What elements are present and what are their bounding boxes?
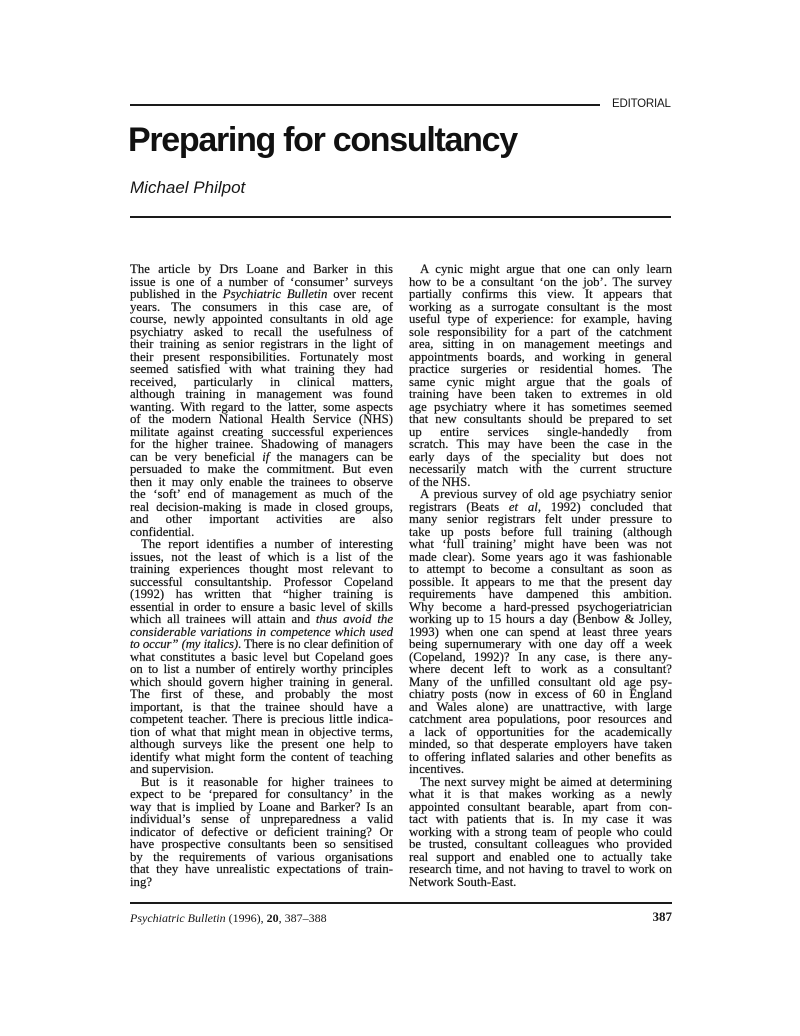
text-line: A cynic might argue that one can only learn (420, 262, 672, 276)
text-line: individual’s sense of unpreparedness a valid (130, 812, 393, 826)
text-line: to attempt to become a consultant as soon as (409, 562, 672, 576)
author-name: Michael Philpot (130, 178, 246, 197)
text-line: Why become a hard-pressed psychogeriatrician (409, 599, 672, 614)
text-line: seemed satisfied with what training they had (130, 362, 393, 376)
text-line: a lack of opportunities for the academically (409, 724, 672, 739)
text-line: that they have unrealistic expectations of train- (130, 862, 393, 876)
text-line: take up posts before full training (although (409, 524, 672, 539)
text-line: age psychiatry where it has sometimes seemed (409, 399, 672, 414)
text-line: practice surgeries or residential homes. The (409, 362, 672, 376)
text-line: where decent left to work as a consultant? (409, 662, 672, 676)
text-line: working as a surrogate consultant is the most (409, 299, 672, 314)
text-line: important, is that the trainee should have a (130, 699, 393, 714)
text-line: then it may only enable the trainees to observe (130, 474, 393, 489)
text-line: wanting. With regard to the latter, some aspects (130, 399, 393, 414)
text-line (130, 638, 393, 651)
text-line: chiatry posts (now in excess of 60 in England (409, 687, 672, 701)
text-line: issue is one of a number of ‘consumer’ surveys (130, 274, 393, 289)
text-line: ing? (130, 874, 153, 889)
text-line: Network South-East. (409, 874, 517, 889)
text-run: the managers can be (269, 449, 393, 464)
text-line: appointments boards, and working in general (409, 349, 672, 364)
text-line: how to be a consultant ‘on the job’. The survey (409, 274, 672, 289)
text-line: essential in order to ensure a basic level of skills (130, 599, 393, 614)
text-line: being supernumerary with one day off a week (409, 637, 672, 651)
italic-run: Psychiatric Bulletin (222, 287, 328, 301)
text-line: their present responsibilities. Fortunately most (130, 349, 393, 364)
text-line: useful type of experience: for example, having (409, 312, 672, 326)
text-line: issues, not the least of which is a list of the (130, 549, 393, 564)
text-line: of the NHS. (409, 474, 471, 489)
text-line: be trusted, consultant colleagues who provided (409, 837, 672, 851)
text-line: for the higher trainee. Shadowing of managers (130, 437, 393, 451)
text-line (130, 288, 393, 301)
text-line: received, particularly in clinical matters, (130, 374, 393, 389)
text-run: which all trainees will attain and (130, 612, 316, 626)
text-line: of the modern National Health Service (NHS) (130, 412, 393, 426)
text-line: requirements have dampened this ambition. (409, 587, 672, 601)
text-run: , 1992) concluded that (537, 499, 672, 514)
footer-rule (130, 902, 672, 904)
section-label: EDITORIAL (612, 98, 671, 110)
text-line: working with a strong team of people who could (409, 824, 672, 839)
text-line: tact with patients that is. In my case it was (409, 812, 672, 826)
text-line: what it is that makes working as a newly (409, 787, 672, 801)
text-line: catchment area populations, poor resources and (409, 712, 672, 726)
text-line: A previous survey of old age psychiatry senior (420, 487, 672, 501)
text-line: years. The consumers in this case are, of (130, 299, 393, 314)
text-line: have prospective consultants been so sensitised (130, 837, 393, 851)
text-line: and supervision. (130, 762, 214, 776)
text-line: scratch. This may have been the case in the (409, 437, 672, 451)
text-run: over recent (327, 287, 393, 301)
text-run: published in the (130, 287, 223, 301)
text-line: what constitutes a basic level but Copeland goes (130, 649, 393, 664)
text-line: which should govern higher training in general. (130, 674, 393, 689)
text-line: real decision-making is made in closed groups, (130, 499, 393, 514)
text-line: many senior registrars felt under pressure to (409, 512, 672, 526)
text-line: training experiences thought most relevant to (130, 562, 393, 576)
text-line: minded, so that desperate employers have taken (409, 737, 672, 751)
italic-run: to occur” (130, 637, 179, 651)
italic-run: (my italics) (181, 637, 238, 651)
text-line: incentives. (409, 762, 465, 776)
text-line: necessarily match with the current structure (409, 462, 672, 476)
text-line: and other important activities are also (130, 512, 393, 526)
paragraph (130, 776, 393, 889)
text-line: psychiatry asked to recall the usefulness of (130, 324, 393, 339)
text-line: identify what might form the content of teaching (130, 749, 393, 764)
paragraph (409, 263, 672, 488)
article-title: Preparing for consultancy (128, 121, 517, 159)
text-line: The first of these, and probably the most (130, 687, 393, 701)
text-line: made clear). Some years ago it was fashionable (409, 549, 672, 564)
text-line: on to list a number of entirely worthy principles (130, 662, 393, 676)
italic-run: thus avoid the (315, 612, 394, 626)
text-line: militate against creating successful experiences (130, 424, 393, 439)
text-run: can be very beneficial (130, 449, 263, 464)
bold-run: 20 (266, 911, 279, 925)
text-line: and Wales alone) are unattractive, with large (409, 699, 672, 714)
text-line: (Copeland, 1992)? In any case, is there any- (409, 649, 672, 664)
text-line: what ‘full training’ might have been was not (409, 537, 672, 551)
text-line: real support and enabled one to actually take (409, 849, 672, 864)
text-line: that new consultants should be prepared to set (409, 412, 672, 426)
italic-run: if (262, 449, 270, 464)
text-line: up entire services single-handedly from (409, 424, 672, 439)
right-column (409, 263, 672, 888)
text-line: partially confirms this view. It appears that (409, 287, 672, 301)
text-line: working up to 15 hours a day (Benbow & Jolley, (409, 612, 672, 626)
paragraph (409, 488, 672, 776)
text-line: way that is implied by Loane and Barker? Is an (130, 799, 393, 814)
text-line: course, newly appointed consultants in old age (130, 312, 393, 326)
text-line: competent teacher. There is precious little indica- (130, 712, 393, 726)
text-line: research time, and not having to travel to work on (409, 862, 672, 876)
citation (130, 911, 327, 925)
italic-run: Psychiatric Bulletin (130, 911, 226, 925)
text-line: training have been taken to extremes in old (409, 387, 672, 401)
italic-run: et al (508, 499, 538, 514)
text-line: successful consultantship. Professor Copeland (130, 574, 393, 589)
text-line: The article by Drs Loane and Barker in this (130, 262, 393, 276)
text-line: area, sitting in on management meetings and (409, 337, 672, 351)
paragraph (409, 776, 672, 889)
text-run: , 387–388 (278, 911, 327, 925)
text-line: (1992) has written that “higher training is (130, 587, 393, 601)
text-line: Many of the unfilled consultant old age psy- (409, 674, 672, 689)
text-line: tion of what that might mean in objective terms, (130, 724, 393, 739)
text-line: expect to be ‘prepared for consultancy’ in the (130, 787, 393, 801)
left-column (130, 263, 393, 888)
text-line: although surveys like the present one help to (130, 737, 393, 751)
text-line: possible. It appears to me that the present day (409, 574, 672, 589)
text-line: The report identifies a number of interesting (141, 537, 393, 551)
paragraph (130, 263, 393, 538)
text-line: sole responsibility for a part of the catchment (409, 324, 672, 339)
text-run: registrars (Beats (409, 499, 509, 514)
text-line: the ‘soft’ end of management as much of the (130, 487, 393, 501)
text-line: But is it reasonable for higher trainees to (141, 774, 393, 789)
paragraph (130, 538, 393, 776)
text-line: their training as senior registrars in the light of (130, 337, 393, 351)
text-run: (1996), (225, 911, 267, 925)
text-line: 1993) when one can spend at least three years (409, 624, 672, 639)
text-run: . There is no clear definition of (237, 637, 394, 651)
text-line: although training in management was found (130, 387, 393, 401)
italic-run: considerable variations in competence which used (130, 624, 393, 639)
text-line: same cynic might argue that the goals of (409, 374, 672, 389)
text-line: early days of the speciality but does not (409, 449, 672, 464)
text-line: appointed consultant bearable, apart from con- (409, 799, 672, 814)
text-line: The next survey might be aimed at determining (420, 774, 672, 789)
top-rule (130, 104, 600, 106)
text-line: by the requirements of various organisations (130, 849, 393, 864)
text-line: indicator of defective or deficient training? Or (130, 824, 393, 839)
header-divider (130, 216, 671, 218)
text-line: confidential. (130, 524, 195, 539)
page-number: 387 (652, 909, 672, 924)
text-line: persuaded to make the commitment. But even (130, 462, 393, 476)
text-line: to offering inflated salaries and other benefits as (409, 749, 672, 764)
